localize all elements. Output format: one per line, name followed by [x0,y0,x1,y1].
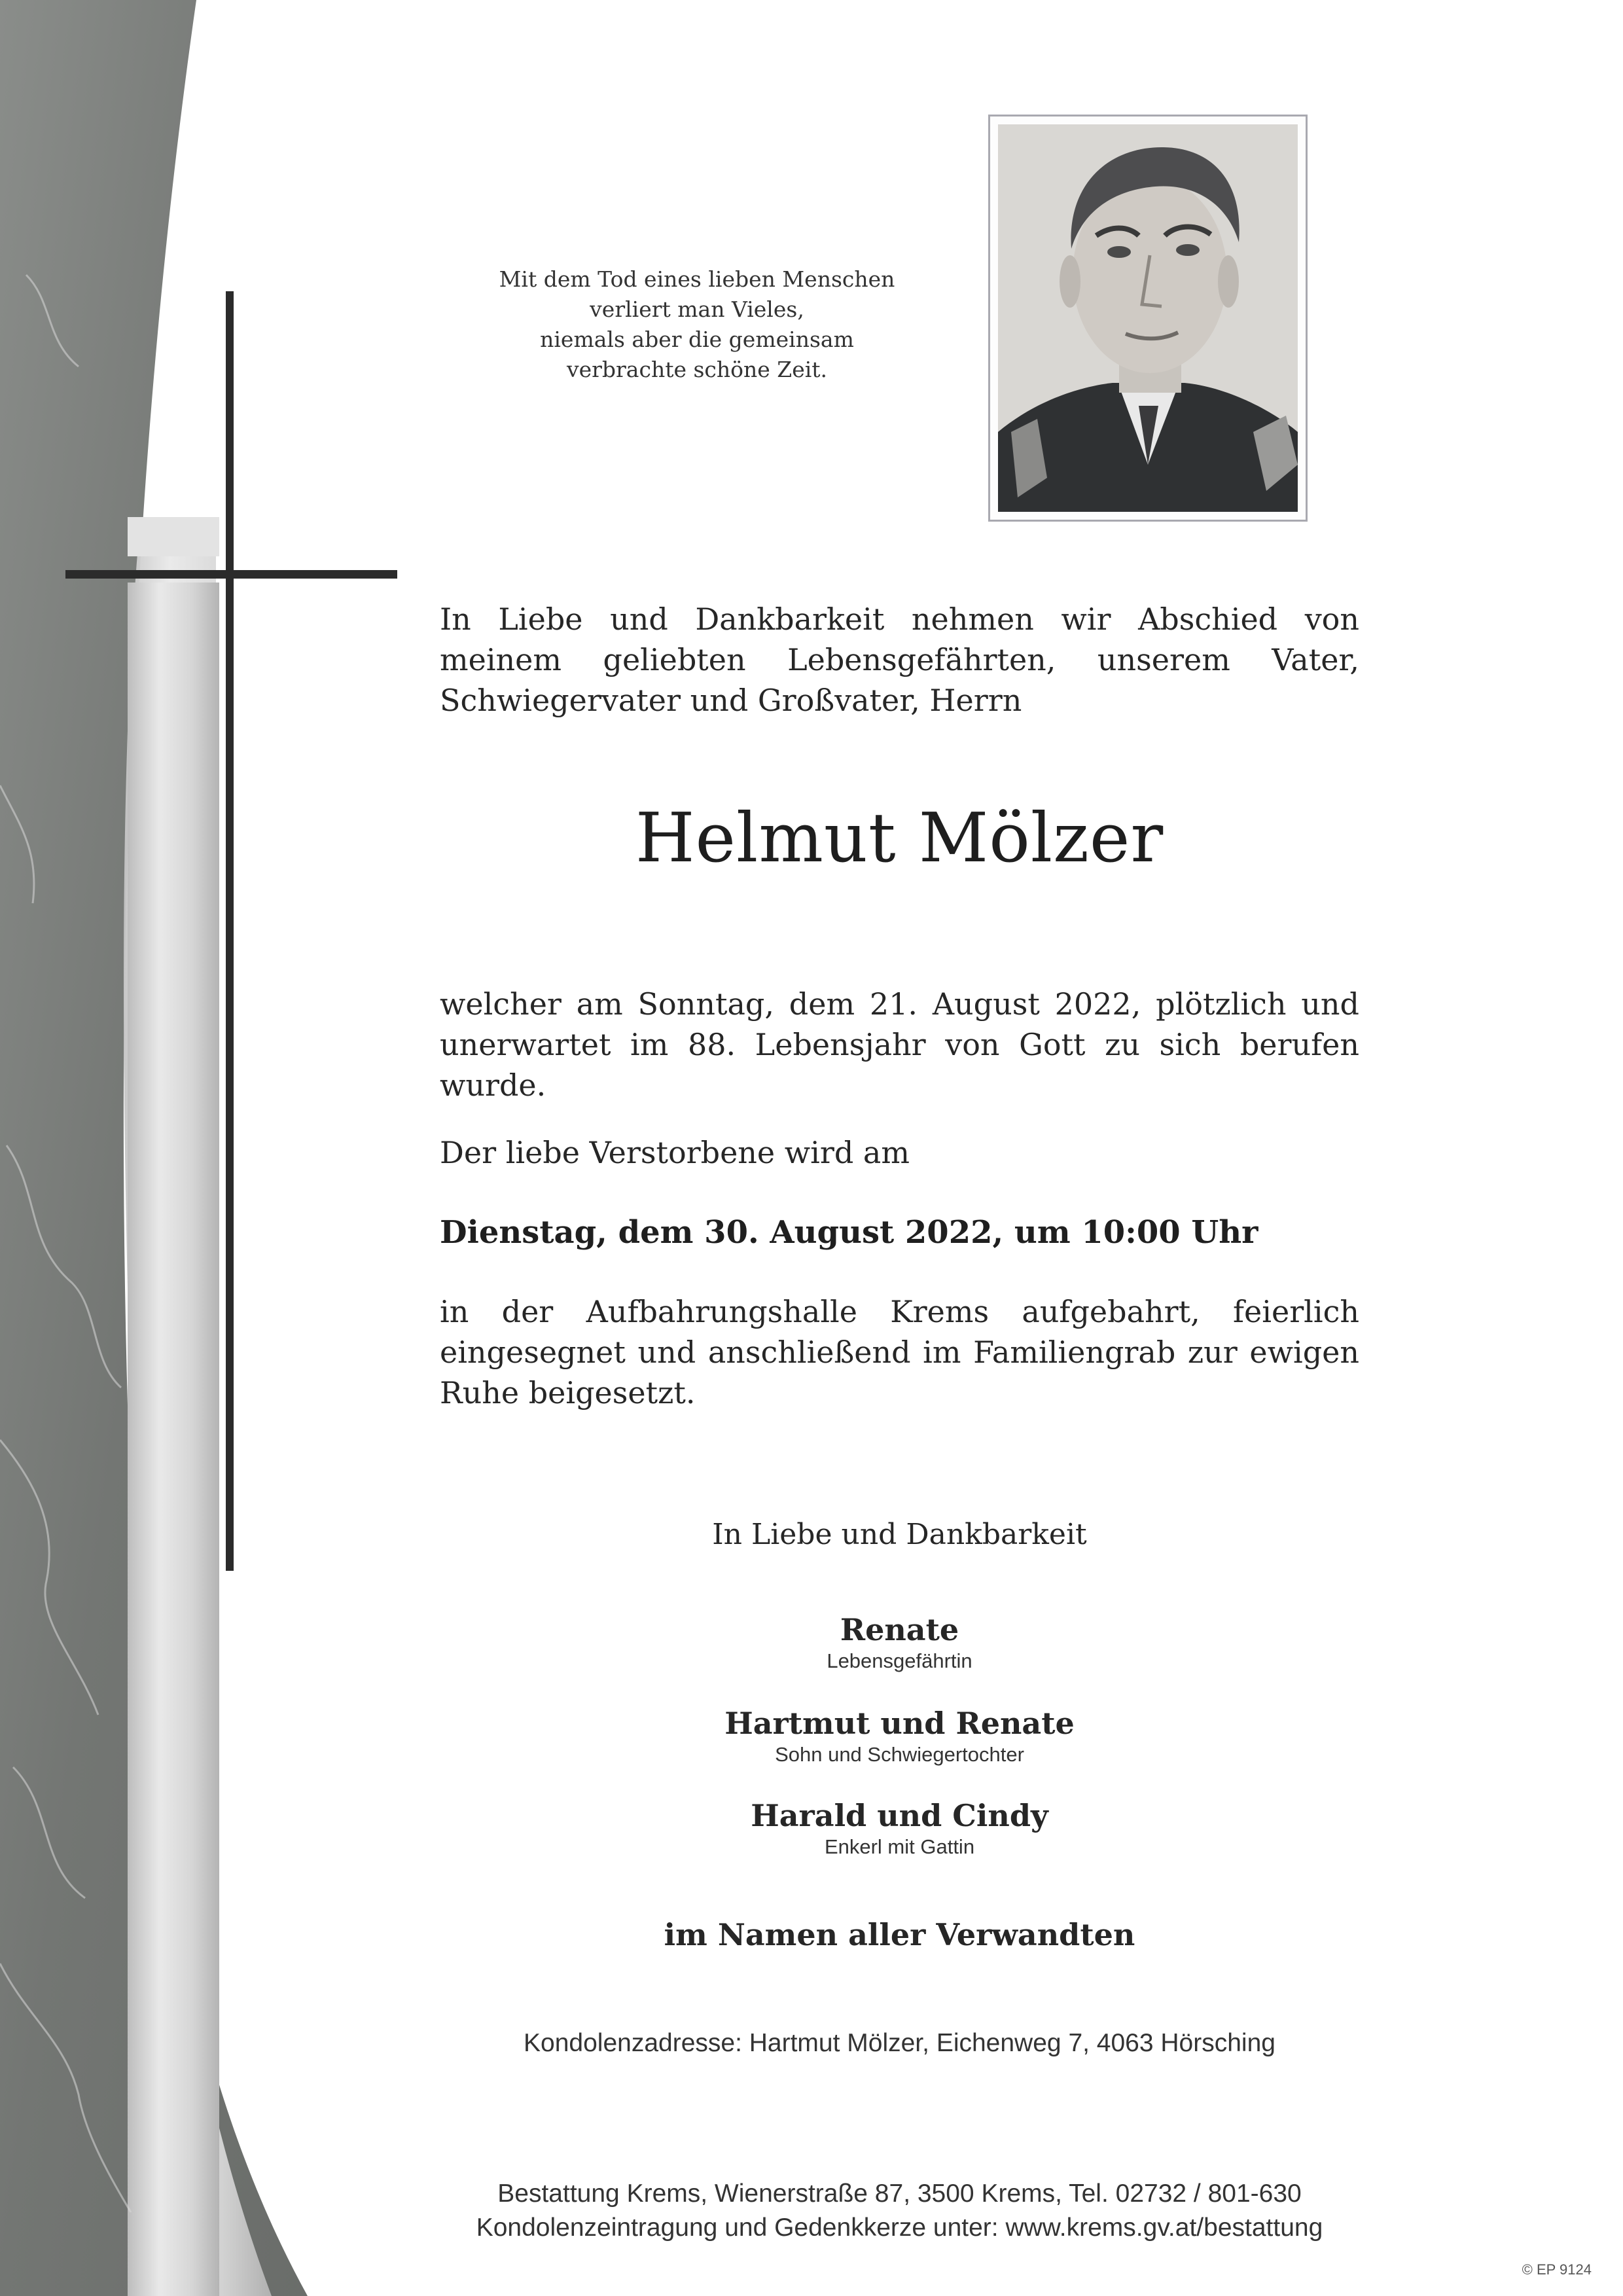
signer-block [440,1611,1359,1674]
signer-block [440,1797,1359,1860]
deceased-name: Helmut Mölzer [635,798,1164,878]
memorial-quote [458,264,936,385]
quote-line: verliert man Vieles, [590,296,804,322]
footer-line: Bestattung Krems, Wienerstraße 87, 3500 Krems, Tel. 02732 / 801-630 [497,2179,1302,2208]
signer-role: Lebensgefährtin [827,1649,972,1672]
signer-role: Enkerl mit Gattin [824,1835,975,1858]
death-announcement: welcher am Sonntag, dem 21. August 2022, plötzlich und unerwartet im 88. Lebensjahr von Gott zu sich berufen wurde. [440,986,1359,1103]
quote-line: Mit dem Tod eines lieben Menschen [499,266,895,292]
print-code: © EP 9124 [1522,2261,1592,2278]
relatives-line: im Namen aller Verwandten [664,1917,1135,1952]
portrait-photo [998,124,1298,512]
quote-line: niemals aber die gemeinsam [540,327,854,352]
quote-line: verbrachte schöne Zeit. [566,357,828,382]
marble-side-decoration [0,0,314,2296]
signer-name: Renate [840,1612,959,1647]
funeral-intro: Der liebe Verstorbene wird am [440,1135,910,1170]
cross-vertical-bar [226,291,234,1571]
cross-horizontal-bar [65,570,397,579]
funeral-details: in der Aufbahrungshalle Krems aufgebahrt, feierlich eingesegnet und anschließend im Familiengrab zur ewigen Ruhe beigesetzt. [440,1294,1359,1410]
condolence-address: Kondolenzadresse: Hartmut Mölzer, Eichenweg 7, 4063 Hörsching [524,2029,1275,2057]
signer-block [440,1705,1359,1768]
footer-line: Kondolenzeintragung und Gedenkkerze unter: www.krems.gv.at/bestattung [476,2214,1323,2242]
signer-name: Harald und Cindy [751,1798,1048,1833]
closing-phrase: In Liebe und Dankbarkeit [712,1518,1087,1551]
signer-name: Hartmut und Renate [724,1706,1075,1741]
signer-role: Sohn und Schwiegertochter [775,1743,1024,1766]
portrait-frame [988,115,1308,522]
intro-paragraph: In Liebe und Dankbarkeit nehmen wir Abschied von meinem geliebten Lebensgefährten, unserem Vater, Schwiegervater und Großvater, Herrn [440,601,1359,718]
funeral-home-footer [440,2177,1359,2245]
funeral-date: Dienstag, dem 30. August 2022, um 10:00 Uhr [440,1214,1258,1251]
